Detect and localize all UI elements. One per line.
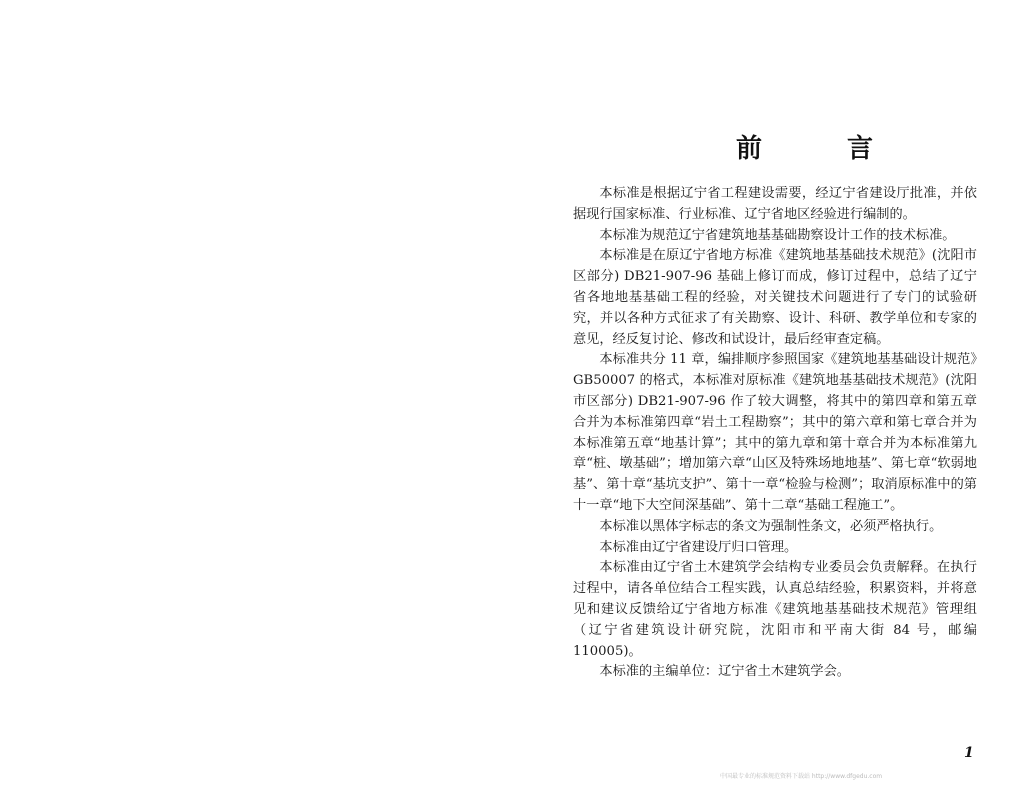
paragraph: 本标准由辽宁省土木建筑学会结构专业委员会负责解释。在执行过程中，请各单位结合工程实践，认真总结经验，积累资料，并将意见和建议反馈给辽宁省地方标准《建筑地基基础技术规范》管理组（辽宁省建筑设计研究院，沈阳市和平南大街 84 号，邮编 110005)。 <box>573 560 977 659</box>
paragraph: 本标准是根据辽宁省工程建设需要，经辽宁省建设厅批准，并依据现行国家标准、行业标准、辽宁省地区经验进行编制的。 <box>573 186 977 222</box>
paragraph: 本标准的主编单位：辽宁省土木建筑学会。 <box>599 664 850 680</box>
footer-watermark-text: 中国最专业的标准规范资料下载站 http://www.dfgedu.com <box>720 773 883 780</box>
paragraph: 本标准为规范辽宁省建筑地基基础勘察设计工作的技术标准。 <box>599 227 956 243</box>
paragraph: 本标准以黑体字标志的条文为强制性条文，必须严格执行。 <box>599 518 943 534</box>
paragraph: 本标准共分 11 章，编排顺序参照国家《建筑地基基础设计规范》GB50007 的格式，本标准对原标准《建筑地基基础技术规范》(沈阳市区部分) DB21-907-96 作了较大调整，将其中的第四章和第五章合并为本标准第四章“岩土工程勘察”；其中的第六章和第七章合并为本标准第五章“地基计算”；其中的第九章和第十章合并为本标准第九章“桩、墩基础”；增加第六章“山区及特殊场地地基”、第七章“软弱地基”、第十章“基坑支护”、第十一章“检验与检测”；取消原标准中的第十一章“地下大空间深基础”、第十二章“基础工程施工”。 <box>573 352 977 513</box>
page-number: 1 <box>964 745 974 761</box>
page-title: 前 言 <box>736 134 912 164</box>
paragraph: 本标准是在原辽宁省地方标准《建筑地基基础技术规范》(沈阳市区部分) DB21-907-96 基础上修订而成，修订过程中，总结了辽宁省各地地基基础工程的经验，对关键技术问题进行了专门的试验研究，并以各种方式征求了有关勘察、设计、科研、教学单位和专家的意见，经反复讨论、修改和试设计，最后经审查定稿。 <box>573 248 977 347</box>
paragraph: 本标准由辽宁省建设厅归口管理。 <box>599 539 798 555</box>
preface-body <box>573 184 977 683</box>
